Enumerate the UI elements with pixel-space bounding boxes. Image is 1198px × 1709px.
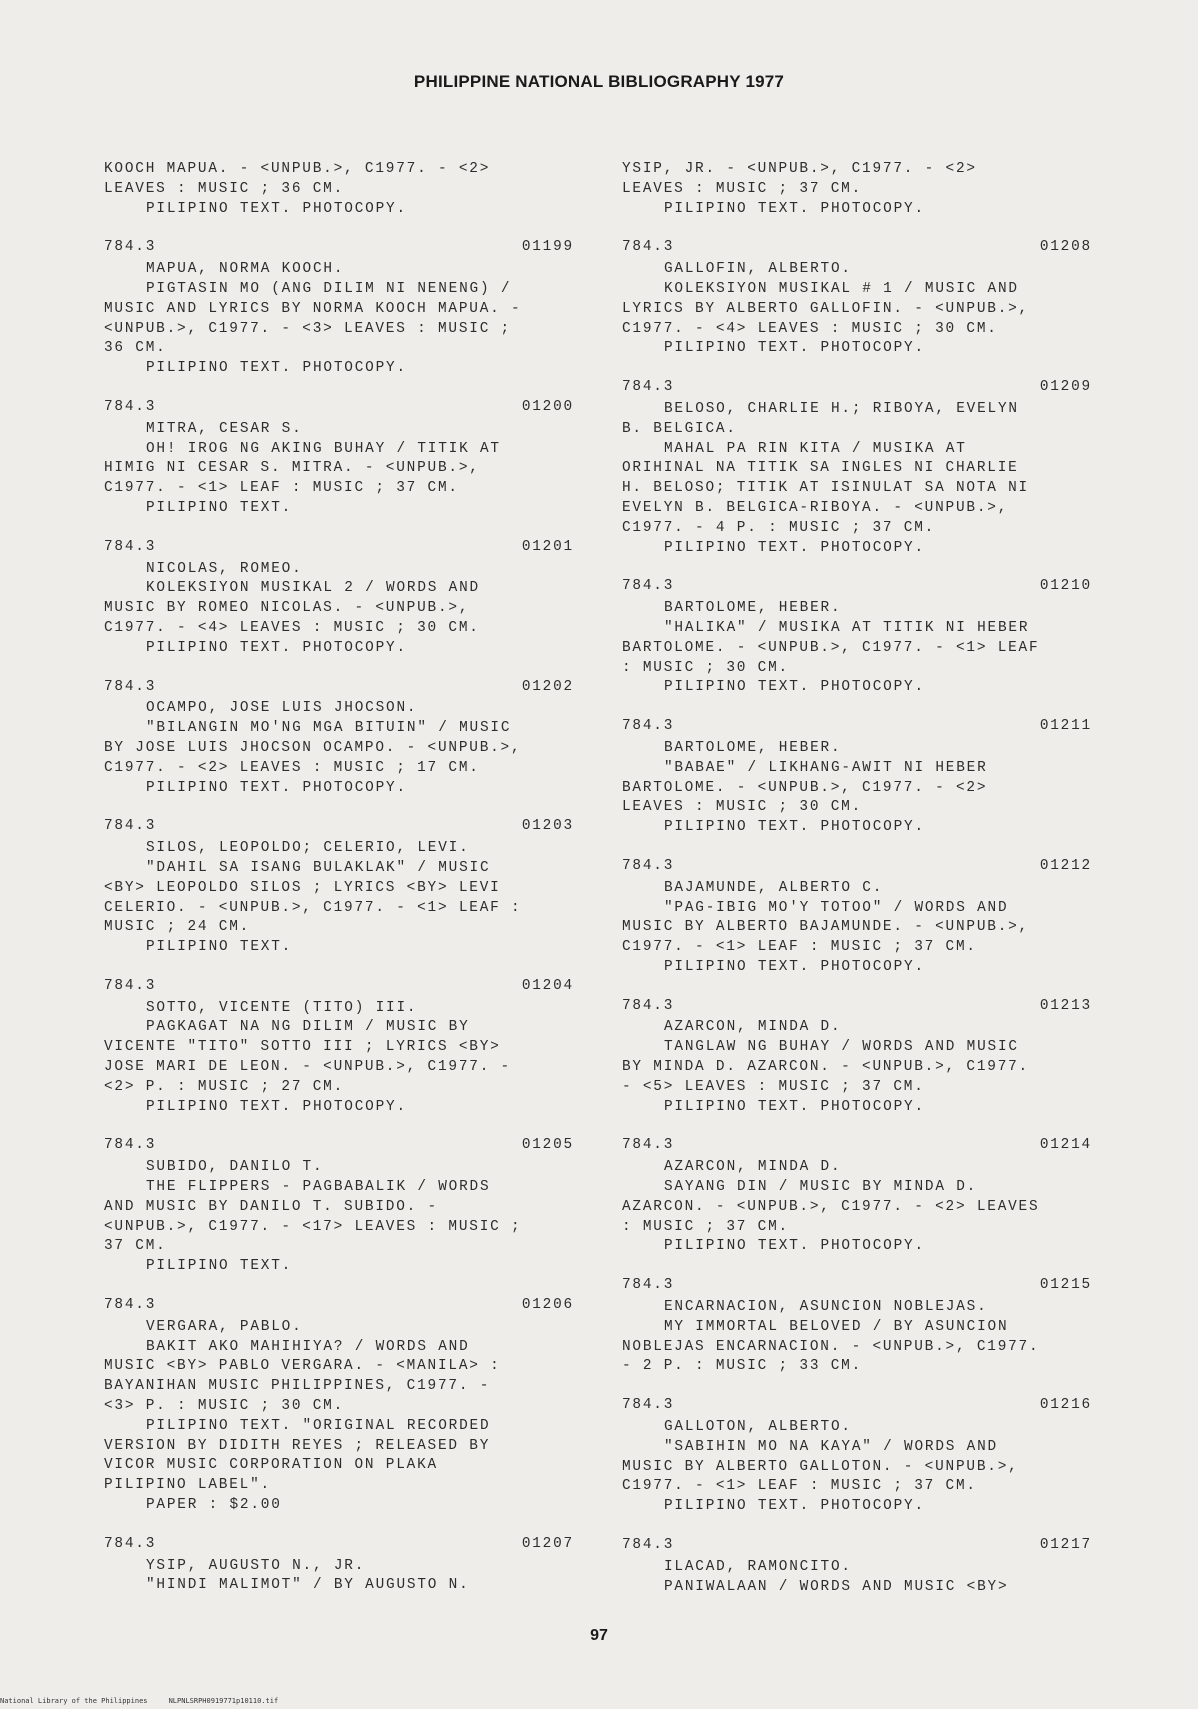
entry-line: MAPUA, NORMA KOOCH. (146, 261, 345, 278)
entry-line: BELOSO, CHARLIE H.; RIBOYA, EVELYN (664, 400, 1019, 417)
bibliographic-entry (622, 997, 1092, 1118)
entry-line: AZARCON. - <UNPUB.>, C1977. - <2> LEAVES (622, 1198, 1040, 1215)
entry-header (622, 857, 1092, 877)
class-number: 784.3 (104, 1297, 157, 1314)
continuation-block (104, 160, 574, 219)
bibliographic-entry (622, 1276, 1092, 1377)
class-number: 784.3 (104, 398, 157, 415)
entry-number: 01201 (521, 538, 574, 555)
entry-number: 01211 (1039, 718, 1092, 735)
entry-line: "SABIHIN MO NA KAYA" / WORDS AND (664, 1438, 998, 1455)
entry-line: ILACAD, RAMONCITO. (664, 1558, 852, 1575)
bibliographic-entry (622, 378, 1092, 558)
entry-line: PILIPINO TEXT. PHOTOCOPY. (664, 679, 925, 696)
entry-line: <BY> LEOPOLDO SILOS ; LYRICS <BY> LEVI (104, 879, 501, 896)
entry-line: NOBLEJAS ENCARNACION. - <UNPUB.>, C1977. (622, 1338, 1040, 1355)
bibliographic-entry (104, 538, 574, 659)
bibliographic-entry (104, 238, 574, 379)
entry-line: <2> P. : MUSIC ; 27 CM. (104, 1078, 345, 1095)
entry-line: C1977. - <4> LEAVES : MUSIC ; 30 CM. (104, 619, 480, 636)
entry-header (622, 1136, 1092, 1156)
entry-number: 01204 (521, 977, 574, 994)
page-number: 97 (590, 1627, 608, 1644)
class-number: 784.3 (104, 1137, 157, 1154)
entry-number: 01202 (521, 678, 574, 695)
bibliographic-entry (104, 398, 574, 519)
entry-line: CELERIO. - <UNPUB.>, C1977. - <1> LEAF : (104, 899, 522, 916)
entry-number: 01208 (1039, 239, 1092, 256)
entry-line: C1977. - 4 P. : MUSIC ; 37 CM. (622, 519, 936, 536)
entry-line: B. BELGICA. (622, 420, 737, 437)
entry-line: PILIPINO TEXT. (146, 939, 293, 956)
entry-line: : MUSIC ; 30 CM. (622, 659, 789, 676)
entry-line: C1977. - <1> LEAF : MUSIC ; 37 CM. (622, 939, 977, 956)
entry-line: C1977. - <1> LEAF : MUSIC ; 37 CM. (622, 1478, 977, 1495)
entry-line: PILIPINO TEXT. PHOTOCOPY. (664, 340, 925, 357)
entry-header (622, 997, 1092, 1017)
entry-line: PAGKAGAT NA NG DILIM / MUSIC BY (146, 1019, 470, 1036)
bibliographic-entry (104, 1136, 574, 1277)
bibliographic-entry (622, 717, 1092, 838)
entry-line: BARTOLOME. - <UNPUB.>, C1977. - <2> (622, 779, 988, 796)
entry-header (104, 1296, 574, 1316)
entry-line: "PAG-IBIG MO'Y TOTOO" / WORDS AND (664, 899, 1009, 916)
footer-library: National Library of the Philippines (0, 1697, 148, 1705)
entry-number: 01205 (521, 1137, 574, 1154)
entry-line: MAHAL PA RIN KITA / MUSIKA AT (664, 440, 967, 457)
entry-number: 01203 (521, 818, 574, 835)
entry-line: GALLOFIN, ALBERTO. (664, 261, 852, 278)
bibliographic-entry (104, 1535, 574, 1596)
entry-line: ENCARNACION, ASUNCION NOBLEJAS. (664, 1299, 988, 1316)
entry-line: NICOLAS, ROMEO. (146, 560, 303, 577)
entry-line: - 2 P. : MUSIC ; 33 CM. (622, 1358, 863, 1375)
entry-line: ORIHINAL NA TITIK SA INGLES NI CHARLIE (622, 460, 1019, 477)
entry-line: LEAVES : MUSIC ; 36 CM. (104, 180, 345, 197)
entry-line: GALLOTON, ALBERTO. (664, 1419, 852, 1436)
entry-header (104, 1136, 574, 1156)
entry-line: VICOR MUSIC CORPORATION ON PLAKA (104, 1457, 438, 1474)
entry-line: PILIPINO TEXT. PHOTOCOPY. (664, 958, 925, 975)
entry-line: TANGLAW NG BUHAY / WORDS AND MUSIC (664, 1039, 1019, 1056)
entry-number: 01199 (521, 239, 574, 256)
entry-line: LEAVES : MUSIC ; 30 CM. (622, 799, 863, 816)
entry-line: : MUSIC ; 37 CM. (622, 1218, 789, 1235)
entry-line: C1977. - <2> LEAVES : MUSIC ; 17 CM. (104, 759, 480, 776)
entry-line: PANIWALAAN / WORDS AND MUSIC <BY> (664, 1578, 1009, 1595)
entry-line: VERSION BY DIDITH REYES ; RELEASED BY (104, 1437, 491, 1454)
entry-line: YSIP, JR. - <UNPUB.>, C1977. - <2> (622, 161, 977, 177)
entry-header (104, 678, 574, 698)
bibliographic-entry (622, 857, 1092, 978)
entry-line: PILIPINO TEXT. PHOTOCOPY. (664, 1238, 925, 1255)
entry-line: BY JOSE LUIS JHOCSON OCAMPO. - <UNPUB.>, (104, 739, 522, 756)
class-number: 784.3 (104, 678, 157, 695)
bibliographic-entry (104, 1296, 574, 1516)
bibliographic-entry (622, 1536, 1092, 1597)
entry-line: MUSIC BY ROMEO NICOLAS. - <UNPUB.>, (104, 600, 470, 617)
entry-header (104, 238, 574, 258)
entry-line: PILIPINO TEXT. PHOTOCOPY. (146, 1098, 407, 1115)
right-column (622, 160, 1092, 1616)
bibliographic-entry (622, 577, 1092, 698)
entry-number: 01210 (1039, 578, 1092, 595)
entry-line: BARTOLOME. - <UNPUB.>, C1977. - <1> LEAF (622, 639, 1040, 656)
class-number: 784.3 (622, 857, 675, 874)
entry-number: 01200 (521, 398, 574, 415)
entry-number: 01216 (1039, 1397, 1092, 1414)
entry-line: HIMIG NI CESAR S. MITRA. - <UNPUB.>, (104, 460, 480, 477)
entry-line: PAPER : $2.00 (146, 1497, 282, 1514)
class-number: 784.3 (622, 1397, 675, 1414)
entry-line: SUBIDO, DANILO T. (146, 1159, 324, 1176)
entry-line: "DAHIL SA ISANG BULAKLAK" / MUSIC (146, 859, 491, 876)
entry-header (104, 1535, 574, 1555)
class-number: 784.3 (104, 818, 157, 835)
entry-line: BARTOLOME, HEBER. (664, 739, 842, 756)
entry-header (104, 538, 574, 558)
entry-line: OCAMPO, JOSE LUIS JHOCSON. (146, 700, 418, 717)
entry-number: 01206 (521, 1297, 574, 1314)
entry-line: 36 CM. (104, 340, 167, 357)
entry-header (622, 1396, 1092, 1416)
entry-line: BAKIT AKO MAHIHIYA? / WORDS AND (146, 1338, 470, 1355)
entry-line: <UNPUB.>, C1977. - <3> LEAVES : MUSIC ; (104, 320, 511, 337)
entry-line: BAJAMUNDE, ALBERTO C. (664, 879, 884, 896)
entry-line: PIGTASIN MO (ANG DILIM NI NENENG) / (146, 280, 512, 297)
entry-line: PILIPINO TEXT. PHOTOCOPY. (664, 539, 925, 556)
entry-line: PILIPINO LABEL". (104, 1477, 271, 1494)
entry-number: 01213 (1039, 997, 1092, 1014)
class-number: 784.3 (622, 379, 675, 396)
entry-line: PILIPINO TEXT. "ORIGINAL RECORDED (146, 1417, 491, 1434)
entry-line: BARTOLOME, HEBER. (664, 600, 842, 617)
class-number: 784.3 (104, 1535, 157, 1552)
entry-line: KOLEKSIYON MUSIKAL 2 / WORDS AND (146, 580, 480, 597)
entry-line: "BILANGIN MO'NG MGA BITUIN" / MUSIC (146, 720, 512, 737)
entry-line: 37 CM. (104, 1238, 167, 1255)
class-number: 784.3 (104, 538, 157, 555)
entry-line: SOTTO, VICENTE (TITO) III. (146, 999, 418, 1016)
entry-line: LEAVES : MUSIC ; 37 CM. (622, 180, 863, 197)
class-number: 784.3 (104, 977, 157, 994)
entry-line: C1977. - <4> LEAVES : MUSIC ; 30 CM. (622, 320, 998, 337)
entry-header (104, 817, 574, 837)
entry-line: VERGARA, PABLO. (146, 1318, 303, 1335)
entry-line: "HALIKA" / MUSIKA AT TITIK NI HEBER (664, 619, 1030, 636)
entry-line: BAYANIHAN MUSIC PHILIPPINES, C1977. - (104, 1378, 491, 1395)
entry-line: PILIPINO TEXT. (146, 499, 293, 516)
class-number: 784.3 (622, 239, 675, 256)
entry-number: 01215 (1039, 1277, 1092, 1294)
bibliographic-entry (622, 238, 1092, 359)
entry-line: OH! IROG NG AKING BUHAY / TITIK AT (146, 440, 501, 457)
entry-line: BY MINDA D. AZARCON. - <UNPUB.>, C1977. (622, 1059, 1029, 1076)
entry-number: 01207 (521, 1535, 574, 1552)
entry-line: AZARCON, MINDA D. (664, 1019, 842, 1036)
entry-line: PILIPINO TEXT. PHOTOCOPY. (146, 779, 407, 796)
entry-line: PILIPINO TEXT. PHOTOCOPY. (146, 200, 407, 217)
class-number: 784.3 (622, 1137, 675, 1154)
entry-line: - <5> LEAVES : MUSIC ; 37 CM. (622, 1078, 925, 1095)
entry-line: KOLEKSIYON MUSIKAL # 1 / MUSIC AND (664, 280, 1019, 297)
entry-line: <3> P. : MUSIC ; 30 CM. (104, 1398, 345, 1415)
entry-header (104, 977, 574, 997)
entry-header (622, 238, 1092, 258)
entry-line: AZARCON, MINDA D. (664, 1159, 842, 1176)
entry-line: PILIPINO TEXT. PHOTOCOPY. (664, 1498, 925, 1515)
footer-file: NLPNLSRPH0919771p10110.tif (168, 1697, 279, 1705)
entry-line: MY IMMORTAL BELOVED / BY ASUNCION (664, 1318, 1009, 1335)
entry-line: "BABAE" / LIKHANG-AWIT NI HEBER (664, 759, 988, 776)
class-number: 784.3 (622, 1537, 675, 1554)
class-number: 784.3 (622, 578, 675, 595)
entry-line: PILIPINO TEXT. PHOTOCOPY. (664, 819, 925, 836)
entry-line: PILIPINO TEXT. (146, 1258, 293, 1275)
entry-line: SILOS, LEOPOLDO; CELERIO, LEVI. (146, 840, 470, 857)
entry-line: PILIPINO TEXT. PHOTOCOPY. (146, 360, 407, 377)
entry-number: 01214 (1039, 1137, 1092, 1154)
bibliographic-entry (104, 678, 574, 799)
bibliographic-entry (622, 1136, 1092, 1257)
class-number: 784.3 (622, 1277, 675, 1294)
bibliographic-entry (104, 817, 574, 958)
entry-line: MUSIC ; 24 CM. (104, 919, 251, 936)
entry-line: YSIP, AUGUSTO N., JR. (146, 1557, 366, 1574)
entry-header (622, 378, 1092, 398)
entry-line: "HINDI MALIMOT" / BY AUGUSTO N. (146, 1577, 470, 1594)
entry-number: 01209 (1039, 379, 1092, 396)
entry-line: LYRICS BY ALBERTO GALLOFIN. - <UNPUB.>, (622, 300, 1029, 317)
entry-header (622, 577, 1092, 597)
page-title: PHILIPPINE NATIONAL BIBLIOGRAPHY 1977 (413, 72, 785, 91)
entry-line: SAYANG DIN / MUSIC BY MINDA D. (664, 1179, 978, 1196)
continuation-block (622, 160, 1092, 219)
entry-line: THE FLIPPERS - PAGBABALIK / WORDS (146, 1179, 491, 1196)
entry-line: MITRA, CESAR S. (146, 420, 303, 437)
entry-header (104, 398, 574, 418)
entry-header (622, 1276, 1092, 1296)
bibliographic-entry (104, 977, 574, 1118)
entry-line: C1977. - <1> LEAF : MUSIC ; 37 CM. (104, 480, 459, 497)
entry-number: 01217 (1039, 1537, 1092, 1554)
bibliographic-entry (622, 1396, 1092, 1517)
entry-line: MUSIC BY ALBERTO BAJAMUNDE. - <UNPUB.>, (622, 919, 1029, 936)
entry-header (622, 1536, 1092, 1556)
scan-footer (0, 1697, 278, 1705)
entry-line: MUSIC <BY> PABLO VERGARA. - <MANILA> : (104, 1358, 501, 1375)
entry-line: PILIPINO TEXT. PHOTOCOPY. (664, 1098, 925, 1115)
entry-line: KOOCH MAPUA. - <UNPUB.>, C1977. - <2> (104, 161, 491, 177)
entry-line: H. BELOSO; TITIK AT ISINULAT SA NOTA NI (622, 480, 1029, 497)
entry-line: PILIPINO TEXT. PHOTOCOPY. (146, 639, 407, 656)
entry-line: PILIPINO TEXT. PHOTOCOPY. (664, 200, 925, 217)
entry-line: MUSIC AND LYRICS BY NORMA KOOCH MAPUA. - (104, 300, 522, 317)
class-number: 784.3 (622, 718, 675, 735)
entry-line: VICENTE "TITO" SOTTO III ; LYRICS <BY> (104, 1039, 501, 1056)
entry-line: AND MUSIC BY DANILO T. SUBIDO. - (104, 1198, 438, 1215)
entry-line: JOSE MARI DE LEON. - <UNPUB.>, C1977. - (104, 1059, 511, 1076)
class-number: 784.3 (622, 997, 675, 1014)
entry-line: EVELYN B. BELGICA-RIBOYA. - <UNPUB.>, (622, 499, 1009, 516)
left-column (104, 160, 574, 1615)
entry-number: 01212 (1039, 857, 1092, 874)
class-number: 784.3 (104, 239, 157, 256)
entry-header (622, 717, 1092, 737)
entry-line: <UNPUB.>, C1977. - <17> LEAVES : MUSIC ; (104, 1218, 522, 1235)
entry-line: MUSIC BY ALBERTO GALLOTON. - <UNPUB.>, (622, 1458, 1019, 1475)
